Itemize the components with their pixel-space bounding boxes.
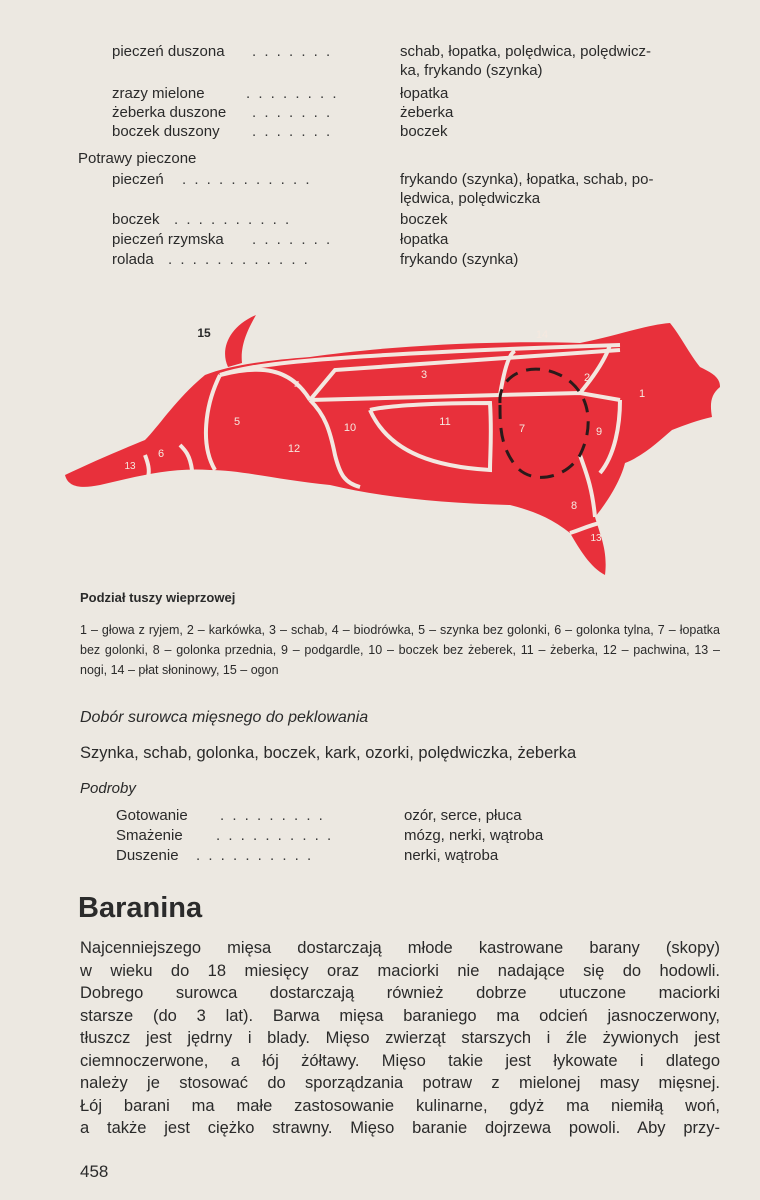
leader-dots: . . . . . . . . . — [220, 807, 325, 824]
peklowanie-heading: Dobór surowca mięsnego do peklowania — [80, 709, 369, 726]
paragraph-line: Najcenniejszego mięsa dostarczają młode kastrowane barany (skopy) — [80, 939, 720, 957]
paragraph-line: tłuszcz jest jędrny i blady. Mięso zwierząt starszych i źle żywionych jest — [80, 1029, 720, 1047]
offal-value: ozór, serce, płuca — [404, 807, 522, 824]
figure-caption: 1 – głowa z ryjem, 2 – karkówka, 3 – schab, 4 – biodrówka, 5 – szynka bez golonki, 6 – golonka tylna, 7 – łopatka bez golonki, 8 – golonka przednia, 9 – podgardle, 10 – boczek bez żeberek, 11 – żeberka, 12 – pachwina, 13 – nogi, 14 – płat słoninowy, 15 – ogon — [80, 623, 720, 677]
list-item — [112, 42, 732, 82]
list-item — [112, 170, 732, 210]
cut-label-14: 14 — [535, 329, 549, 341]
meat-value: łopatka — [400, 85, 449, 102]
cut-label-1: 1 — [638, 388, 646, 400]
paragraph-line: ciemnoczerwone, a łój żółtawy. Mięso takie jest łykowate i dlatego — [80, 1051, 720, 1070]
leader-dots: . . . . . . . — [252, 123, 333, 140]
dish-name: zrazy mielone — [112, 85, 205, 102]
value-line: ka, frykando (szynka) — [400, 62, 543, 79]
meat-value: boczek — [400, 123, 448, 140]
value-line: lędwica, polędwiczka — [400, 190, 541, 207]
page-number: 458 — [80, 1162, 109, 1181]
value-line: schab, łopatka, polędwica, polędwicz- — [400, 43, 651, 60]
body-paragraph — [80, 937, 720, 1140]
leader-dots: . . . . . . . — [252, 231, 333, 248]
cut-label-5: 5 — [233, 416, 241, 428]
leader-dots: . . . . . . . . — [246, 85, 339, 102]
leader-dots: . . . . . . . . . . — [196, 847, 314, 864]
cut-label-2: 2 — [583, 372, 591, 384]
cut-label-13b: 13 — [590, 533, 602, 544]
cut-label-12: 12 — [287, 443, 301, 455]
cut-label-15: 15 — [197, 326, 211, 340]
dish-name: boczek duszony — [112, 123, 220, 140]
cut-label-4: 4 — [294, 380, 300, 391]
pork-cuts-diagram — [60, 305, 730, 585]
section-title: Baranina — [78, 892, 203, 924]
dish-name: pieczeń — [112, 171, 164, 188]
leader-dots: . . . . . . . — [252, 43, 333, 60]
leader-dots: . . . . . . . . . . . — [182, 171, 312, 188]
method-name: Smażenie — [116, 827, 183, 844]
meat-value: frykando (szynka) — [400, 251, 519, 268]
value-line: frykando (szynka), łopatka, schab, po- — [400, 171, 654, 188]
figure-caption-title: Podział tuszy wieprzowej — [80, 590, 236, 605]
offal-value: nerki, wątroba — [404, 847, 499, 864]
dish-name: pieczeń duszona — [112, 43, 225, 60]
meat-value: boczek — [400, 211, 448, 228]
podroby-heading: Podroby — [80, 780, 136, 797]
leader-dots: . . . . . . . . . . — [174, 211, 292, 228]
cut-label-13: 13 — [124, 461, 136, 472]
paragraph-line: Łój barani ma małe zastosowanie kulinarne, gdyż ma niemiłą woń, — [80, 1096, 720, 1115]
cut-label-6: 6 — [157, 448, 165, 460]
meat-value: żeberka — [400, 104, 454, 121]
dish-name: żeberka duszone — [112, 104, 227, 121]
cut-label-8: 8 — [570, 500, 578, 512]
cut-label-11: 11 — [439, 416, 451, 428]
leader-dots: . . . . . . . — [252, 104, 333, 121]
paragraph-line: w wieku do 18 miesięcy oraz maciorki nie nadające się do hodowli. — [80, 961, 720, 980]
dish-name: boczek — [112, 211, 160, 228]
peklowanie-text: Szynka, schab, golonka, boczek, kark, ozorki, polędwiczka, żeberka — [80, 744, 577, 762]
paragraph-line: a także jest ciężko strawny. Mięso baranie dojrzewa powoli. Aby przy- — [80, 1119, 720, 1137]
cut-label-7: 7 — [518, 423, 526, 435]
cut-label-9: 9 — [595, 426, 603, 438]
paragraph-line: starsze (do 3 lat). Barwa mięsa baraniego ma odcień jasnoczerwony, — [80, 1006, 720, 1025]
cut-label-10: 10 — [343, 422, 357, 434]
cut-label-3: 3 — [420, 369, 428, 381]
meat-value: łopatka — [400, 231, 449, 248]
dish-name: pieczeń rzymska — [112, 231, 224, 248]
paragraph-line: Dobrego surowca dostarczają również dobrze utuczone maciorki — [80, 984, 720, 1002]
method-name: Gotowanie — [116, 807, 188, 824]
leader-dots: . . . . . . . . . . . . — [168, 251, 310, 268]
leader-dots: . . . . . . . . . . — [216, 827, 334, 844]
meat-value — [400, 170, 720, 208]
paragraph-line: należy je stosować do sporządzania potraw z mielonej masy mięsnej. — [80, 1074, 720, 1092]
offal-value: mózg, nerki, wątroba — [404, 827, 544, 844]
method-name: Duszenie — [116, 847, 179, 864]
dish-name: rolada — [112, 251, 154, 268]
meat-value — [400, 42, 720, 80]
pieczone-heading: Potrawy pieczone — [78, 150, 197, 167]
